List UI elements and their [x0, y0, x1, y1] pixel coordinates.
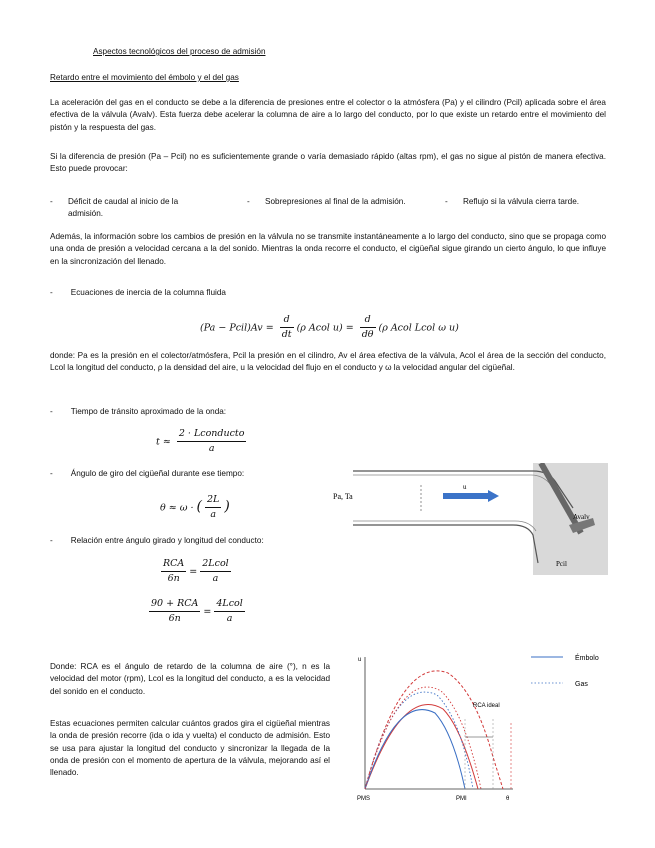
- equation-tiempo: t ≈ $\frac{\text{2 · Lconducto}}{a}$: [156, 428, 245, 455]
- paragraph-donde-rca: Donde: RCA es el ángulo de retardo de la columna de aire (°), n es la velocidad del motor (rpm), Lcol es la longitud del conducto, a es la velocidad del sonido en el conducto.: [50, 662, 330, 696]
- paragraph-donde: donde: Pa es la presión en el colector/atmósfera, Pcil la presión en el cilindro, Av el área efectiva de la válvula, Acol el área de la sección del conducto, Lcol la longitud del conducto, ρ la densidad del aire, u la velocidad del flujo en el conducto y ω la velocidad angular del cigüeñal.: [50, 351, 606, 373]
- theta-label: θ: [506, 796, 510, 802]
- velocity-label: u: [463, 483, 467, 491]
- paragraph-propagacion-onda: Además, la información sobre los cambios de presión en la válvula no se transmite instantáneamente a lo largo del conducto, sino que se propaga como una onda de presión a velocidad cercana a la del sonido. Mientras la onda recorre el conducto, el cigüeñal sigue girando un cierto ángulo, lo que influye en la sincronización del llenado.: [50, 232, 606, 266]
- paragraph-diferencia-presion: Si la diferencia de presión (Pa – Pcil) no es suficientemente grande o varía demasiado rápido (altas rpm), el gas no sigue al pistón de manera efectiva. Esto puede provocar:: [50, 152, 606, 174]
- bullet-sobrepresiones: - Sobrepresiones al final de la admisión.: [247, 197, 406, 206]
- document-title: Aspectos tecnológicos del proceso de admisión: [93, 47, 266, 56]
- bullet-inercia: - Ecuaciones de inercia de la columna fluida: [50, 288, 226, 297]
- y-axis-label: u: [358, 657, 362, 663]
- equation-inercia: (Pa − Pcil)Av = $\frac{d}{dt}$ (ρ Acol u) = $\frac{d}{d\theta}$ (ρ Acol Lcol ω u): [200, 314, 459, 341]
- duct-lower-wall-inner: [353, 521, 536, 531]
- bullet-reflujo: - Reflujo si la válvula cierra tarde.: [445, 197, 580, 206]
- pmi-label: PMI: [456, 796, 467, 802]
- bullet-deficit: - Déficit de caudal al inicio de la admisión.: [50, 197, 179, 219]
- bullet-angulo-giro: - Ángulo de giro del cigüeñal durante ese tiempo:: [50, 469, 245, 478]
- equation-relacion-2: $\frac{\text{90 + RCA}}{6n}$ = $\frac{\text{4Lcol}}{a}$: [151, 598, 243, 625]
- legend-embolo-label: Émbolo: [575, 655, 599, 662]
- section-heading: Retardo entre el movimiento del émbolo y el del gas: [50, 73, 239, 82]
- intake-duct-diagram: [333, 463, 608, 575]
- gas-curve-red-dotted: [365, 687, 481, 789]
- equation-angulo: θ ≈ ω · ( $\frac{2L}{a}$ ): [160, 494, 230, 521]
- bullet-relacion: - Relación entre ángulo girado y longitud del conducto:: [50, 536, 264, 545]
- inlet-pressure-label: Pa, Ta: [333, 492, 353, 501]
- bullet-tiempo-transito: - Tiempo de tránsito aproximado de la onda:: [50, 407, 227, 416]
- duct-lower-wall: [353, 525, 538, 563]
- legend-gas-label: Gas: [575, 681, 588, 688]
- valve-area-label: Avalv: [573, 513, 590, 521]
- velocity-chart: [353, 645, 615, 805]
- pms-label: PMS: [357, 796, 371, 802]
- cylinder-pressure-label: Pcil: [556, 560, 567, 568]
- paragraph-conclusion: Estas ecuaciones permiten calcular cuántos grados gira el cigüeñal mientras la onda de presión recorre (ida o ida y vuelta) el conducto de admisión. Esto se usa para ajustar la longitud del conducto y sincronizar la llegada de la onda de presión con el momento de apertura de la válvula, mejorando así el llenado.: [50, 719, 330, 778]
- flow-arrow-head: [488, 490, 499, 502]
- rca-ideal-label: RCA ideal: [473, 703, 500, 709]
- equation-relacion-1: $\frac{\text{RCA}}{6n}$ = $\frac{\text{2Lcol}}{a}$: [163, 558, 229, 585]
- gas-curve-red-dashed: [365, 671, 503, 789]
- paragraph-aceleracion: La aceleración del gas en el conducto se debe a la diferencia de presiones entre el colector o la atmósfera (Pa) y el cilindro (Pcil) aplicada sobre el área efectiva de la válvula (Avalv). Esta fuerza debe acelerar la columna de aire a lo largo del conducto, por lo que existe un retardo entre el movimiento del pistón y la respuesta del gas.: [50, 98, 606, 132]
- embolo-curve-blue: [365, 710, 465, 789]
